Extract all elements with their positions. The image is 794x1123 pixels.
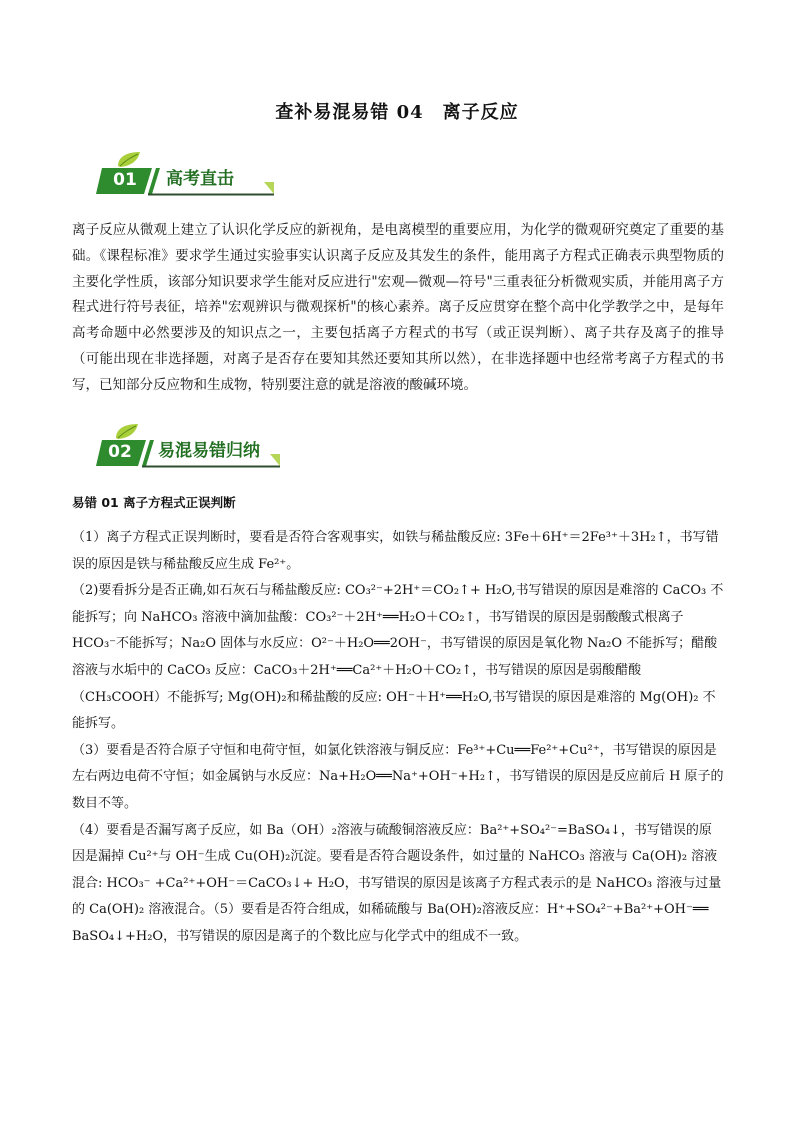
section-number: 02 (108, 442, 132, 462)
leaf-icon (118, 152, 140, 167)
document-title: 查补易混易错 04 离子反应 (275, 102, 519, 123)
errors-list (72, 525, 724, 951)
section-number: 01 (113, 170, 137, 190)
section-banner-1 (96, 150, 276, 196)
leaf-icon (116, 424, 138, 439)
list-item: （2)要看拆分是否正确,如石灰石与稀盐酸反应: CO₃²⁻+2H⁺＝CO₂↑+ H₂O,书写错误的原因是难溶的 CaCO₃ 不能拆写；向 NaHCO₃ 溶液中滴加盐酸：CO₃²⁻＋2H⁺══H₂O＋CO₂↑，书写错误的原因是弱酸酸式根离子 HCO₃⁻不能拆写；Na₂O 固体与水反应：O²⁻＋H₂O══2OH⁻，书写错误的原因是氧化物 Na₂O 不能拆写；醋酸溶液与水垢中的 CaCO₃ 反应：CaCO₃＋2H⁺══Ca²⁺＋H₂O＋CO₂↑，书写错误的原因是弱酸醋酸（CH₃COOH）不能拆写; Mg(OH)₂和稀盐酸的反应: OH⁻＋H⁺══H₂O,书写错误的原因是难溶的 Mg(OH)₂ 不能拆写。 (72, 583, 724, 732)
list-item: （1）离子方程式正误判断时，要看是否符合客观事实，如铁与稀盐酸反应: 3Fe＋6H⁺＝2Fe³⁺＋3H₂↑，书写错误的原因是铁与稀盐酸反应生成 Fe²⁺。 (72, 530, 719, 572)
list-item: （4）要看是否漏写离子反应，如 Ba（OH）₂溶液与硫酸铜溶液反应：Ba²⁺+SO₄²⁻=BaSO₄↓，书写错误的原因是漏掉 Cu²⁺与 OH⁻生成 Cu(OH)₂沉淀。要看是否符合题设条件，如过量的 NaHCO₃ 溶液与 Ca(OH)₂ 溶液混合: HCO₃⁻ +Ca²⁺+OH⁻＝CaCO₃↓+ H₂O，书写错误的原因是该离子方程式表示的是 NaHCO₃ 溶液与过量的 Ca(OH)₂ 溶液混合。（5）要看是否符合组成，如稀硫酸与 Ba(OH)₂溶液反应：H⁺+SO₄²⁻+Ba²⁺+OH⁻══ BaSO₄↓+H₂O，书写错误的原因是离子的个数比应与化学式中的组成不一致。 (72, 822, 722, 944)
intro-text: 离子反应从微观上建立了认识化学反应的新视角，是电离模型的重要应用，为化学的微观研究奠定了重要的基础。《课程标准》要求学生通过实验事实认识离子反应及其发生的条件，能用离子方程式正确表示典型物质的主要化学性质，该部分知识要求学生能对反应进行"宏观—微观—符号"三重表征分析微观实质，并能用离子方程式进行符号表征，培养"宏观辨识与微观探析"的核心素养。离子反应贯穿在整个高中化学教学之中，是每年高考命题中必然要涉及的知识点之一，主要包括离子方程式的书写（或正误判断）、离子共存及离子的推导（可能出现在非选择题，对离子是否存在要知其然还要知其所以然），在非选择题中也经常考离子方程式的书写，已知部分反应物和生成物，特别要注意的就是溶液的酸碱环境。 (72, 222, 724, 393)
section-label: 高考直击 (166, 169, 234, 189)
section-banner-2 (96, 422, 282, 468)
list-item: （3）要看是否符合原子守恒和电荷守恒，如氯化铁溶液与铜反应：Fe³⁺+Cu══Fe²⁺+Cu²⁺，书写错误的原因是左右两边电荷不守恒；如金属钠与水反应：Na+H₂O══Na⁺+OH⁻+H₂↑，书写错误的原因是反应前后 H 原子的数目不等。 (72, 742, 724, 811)
section-label: 易混易错归纳 (158, 441, 260, 461)
intro-paragraph (72, 218, 724, 399)
subheading: 易错 01 离子方程式正误判断 (72, 495, 236, 510)
